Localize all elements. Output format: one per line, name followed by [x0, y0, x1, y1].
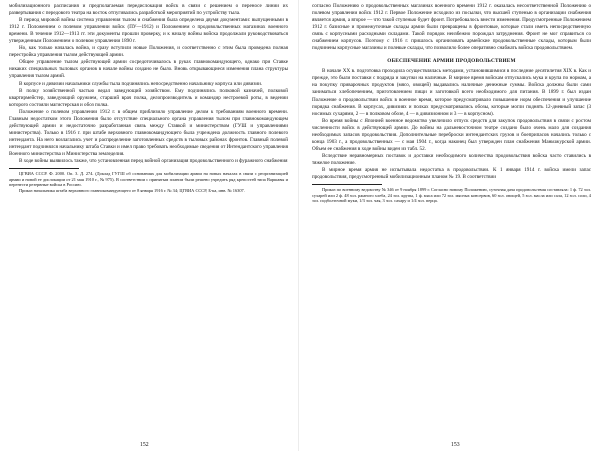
footnote: Приказ начальника штаба верховного главнокомандующего от 8 января 1916 г. № 34; ЦГВИА СССР, Б-ка, инв. № 16307. — [19, 188, 245, 194]
right-paragraph: Во время войны с Японией военное ведомство увеличило отпуск средств для закупок продовольствия в связи с ростом численности войск в действующей армии. До войны на дальневосточном театре создано было очень мало для создания необходимых запасов продовольствия. Дополнительные переброски интендантских грузов и боеприпасов начались только с конца 1903 г., а продовольственных — с мая 1904 г., когда наконец был утвержден план снабжения Маньчжурской армии. Объем ее снабжения в ходе войны виден из табл. 52. — [312, 117, 591, 152]
right-page — [312, 3, 591, 449]
footnote: Приказ по военному ведомству № 346 от 9 ноября 1899 г. Согласно новому Положению, суточная дача продовольствия составляла: 1 ф. 72 зол. сухарей или 2 ф. 48 зол. ржаного хлеба, 24 зол. крупы, 1 ф. мяса или 72 зол. мясных консервов, 60 зол. овощей, 5 зол. масла или сала, 12 зол. соли, 4 зол. подболточной муки, 1/3 зол. чая, 3 зол. сахару и 1/4 зол. перца. — [312, 187, 591, 204]
footnote-rule — [9, 168, 79, 169]
footnote-rule — [312, 184, 382, 185]
book-gutter — [298, 0, 299, 451]
left-paragraph: Но, как только началась война, и сразу вступили новые Положения, и соответственно с этим была проведена полная перестройка управления тылом действующей армии. — [9, 45, 288, 59]
left-paragraph: Общее управление тылом действующей армии сосредоточивалось в руках главнокомандующего, однако при Ставке никаких специальных тыловых органов в начале войны создано не было. Вновь открывающиеся изменения плана структуры управления тылом армий. — [9, 59, 288, 80]
left-footnotes — [9, 171, 288, 194]
left-paragraph: В полку хозяйственной частью ведал заведующий хозяйством. Ему подчинялись полковой казначей, полковой квартирмейстер, заведующий оружием, старший врач полка, делопроизводитель и командир нестроевой роты, в ведении которого состояли магистерская и обоз полка. — [9, 87, 288, 108]
left-paragraph: В корпусе и дивизии начальники службы тыла подчинялись непосредственно начальнику корпуса или дивизии. — [19, 80, 263, 87]
page-number-right: 153 — [451, 442, 460, 448]
right-paragraph: Вследствие неравномерных поставок и доставки необходимого количества продовольствия войска часто ставились в тяжелое положение. — [312, 152, 591, 166]
left-paragraph: Положение о полевом управлении 1912 г. в общем приблизило управление делом к требованиям военного времени. Главным недостатком этого Положения было отсутствие специального органа управления тылом при главнокомандующем действующей армии и недостаточно разработанная связь между Ставкой и министерством (ГУШ и управлениями министерства). Только в 1916 г. при штабе верховного главнокомандующего была учреждена должность главного полевого интенданта. На него возлагались учет и распределение заготовленных средств в тыловых районах фронтов. Главный полевой интендант подчинялся начальнику штаба Ставки и имел право требовать необходимые сведения от Интендантского управления Военного министерства и Министерства земледелия. — [9, 108, 288, 157]
right-paragraph: согласно Положению о продовольственных магазинах военного времени 1912 г. оказалась несоответственной Положению о полевом управлении войск 1912 г. Первое Положение исходило из посылки, что высшей ступенью в организации снабжения является армия, а второе — что такой ступенью будет фронт. Потребовалось внести изменения. Предусмотренные Положением 1912 г. базисные и промежуточные склады армии были превращены в фронтовые, которые стали иметь непосредственную связь с корпусными расходными складами. Такой порядок неизбежно порождал затруднения. Фронт не мог справиться со снабжением корпусов. Поэтому с 1916 г. пришлось организовать армейские продовольственные склады, которым были подчинены корпусные магазины и полевые склады, что позволило более оперативно снабжать войска продовольствием. — [312, 3, 591, 52]
left-page — [9, 3, 288, 449]
right-paragraph: В начале XX в. подготовка проходила осуществлялась методами, установившимися в последние десятилетия XIX в. Как и прежде, это были поставки с подряда и закупки на наличные. В мирное время войскам отпускались мука и крупа по нормам, а на покупку приварочных продуктов (мясо, овощей) выдавались наличные денежные суммы. Войска должны были сами заниматься хлебопечением, приготовлением пищи и заготовкой всего необходимого для питания. В 1899 г. был издан Положение о продовольствии войск в военное время, которое предусматривало повышение норм обеспечения и улучшение порядка снабжения. В корпусах, дивизиях и полках предусматривались обозы, которые могли поднять 12-дневный запас (3 носимых сухарями, 2 — в полковом обозе, 4 — в дивизионном и 3 — в корпусном). — [312, 68, 591, 117]
right-footnotes — [312, 187, 591, 204]
section-heading: ОБЕСПЕЧЕНИЕ АРМИИ ПРОДОВОЛЬСТВИЕМ — [387, 58, 516, 65]
page-number-left: 152 — [140, 442, 149, 448]
left-paragraph: В ходе войны выявилось также, что установленная перед войной организация продовольственного и фуражного снабжения — [19, 158, 288, 165]
left-paragraph: В период мировой войны система управления тылом и снабжения была определена двумя документами: выпущенными в 1912 г. Положением о полевом управлении войск (ПУ—1912) и Положением о продовольственных магазинах военного времени. В течение 1912—1913 гг. эти документы прошли проверку, и к началу войны войска продолжали руководствоваться утвержденным Положением о полевом управлении 1890 г. — [9, 17, 288, 45]
left-paragraph: мобилизационного расписания и предполагаемая передислокация войск в связи с решением о переносе линии их развертывания с передового театра на восток отпугивались разработкой мероприятий по устройству тыла. — [9, 3, 288, 17]
footnote: ЦГВИА СССР. Ф. 2000. Оп. 3. Д. 274. (Доклад ГУГШ об основаниях для мобилизации армии на новых началах в связи с реорганизацией армии и новой ее дислокации от 21 мая 1910 г., № 975). В соответствии с принятым планом были решено учредить ряд крепостей типа Варшавы и перенести резервные войска в Россию. — [9, 171, 288, 188]
right-paragraph: В мирное время армия не испытывала недостатка в продовольствии. К 1 января 1914 г. войска имели запас продовольствия, предусмотренный мобилизационным планом № 19. В соответствии — [312, 166, 591, 181]
